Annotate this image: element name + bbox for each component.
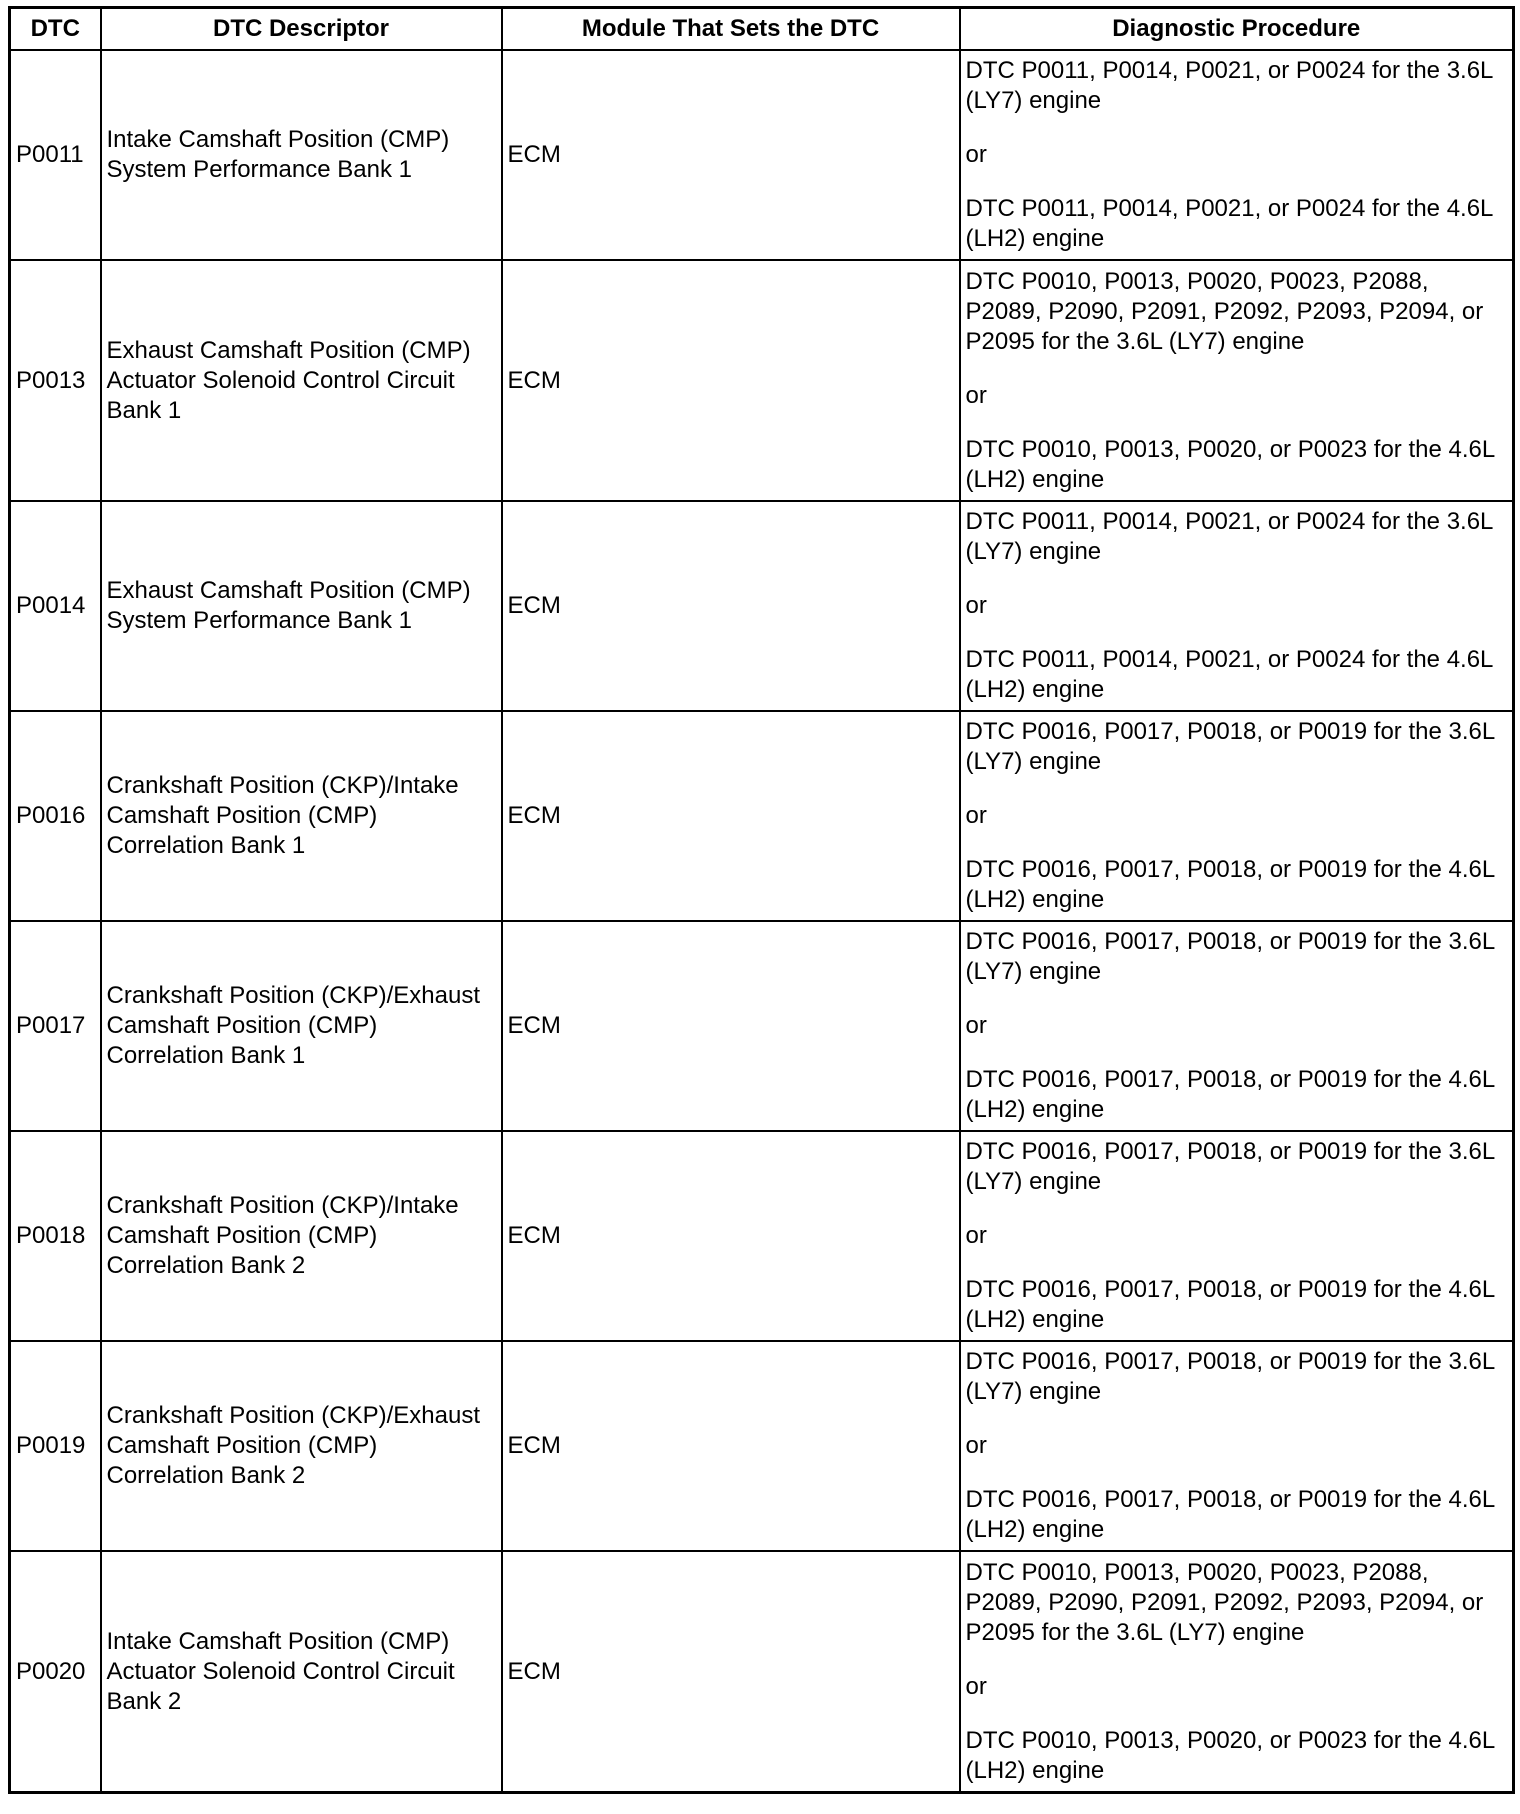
procedure-or: or — [965, 1012, 987, 1039]
dtc-code: P0011 — [10, 50, 101, 260]
procedure-lh2: DTC P0010, P0013, P0020, or P0023 for the 4.6L (LH2) engine — [965, 435, 1495, 493]
diagnostic-procedure — [960, 260, 1514, 501]
dtc-code: P0013 — [10, 260, 101, 501]
setting-module: ECM — [502, 260, 960, 501]
header-procedure: Diagnostic Procedure — [960, 8, 1514, 51]
dtc-code: P0016 — [10, 711, 101, 921]
dtc-code: P0020 — [10, 1551, 101, 1793]
dtc-code: P0019 — [10, 1341, 101, 1551]
table-row — [10, 1131, 1514, 1341]
dtc-descriptor: Crankshaft Position (CKP)/Intake Camshaft Position (CMP) Correlation Bank 2 — [101, 1131, 502, 1341]
setting-module: ECM — [502, 501, 960, 711]
dtc-code: P0014 — [10, 501, 101, 711]
dtc-descriptor: Crankshaft Position (CKP)/Exhaust Camshaft Position (CMP) Correlation Bank 2 — [101, 1341, 502, 1551]
setting-module: ECM — [502, 1131, 960, 1341]
table-row — [10, 501, 1514, 711]
diagnostic-procedure — [960, 50, 1514, 260]
procedure-ly7: DTC P0016, P0017, P0018, or P0019 for the 3.6L (LY7) engine — [965, 1138, 1495, 1195]
procedure-or: or — [965, 1222, 987, 1249]
procedure-or: or — [965, 141, 987, 168]
procedure-lh2: DTC P0010, P0013, P0020, or P0023 for the 4.6L (LH2) engine — [965, 1726, 1495, 1784]
dtc-descriptor: Intake Camshaft Position (CMP) Actuator Solenoid Control Circuit Bank 2 — [101, 1551, 502, 1793]
procedure-lh2: DTC P0016, P0017, P0018, or P0019 for the 4.6L (LH2) engine — [965, 1276, 1495, 1333]
procedure-ly7: DTC P0010, P0013, P0020, P0023, P2088, P2089, P2090, P2091, P2092, P2093, P2094, or P2095 for the 3.6L (LY7) engine — [965, 1558, 1484, 1646]
table-header — [10, 8, 1514, 51]
dtc-descriptor: Exhaust Camshaft Position (CMP) System Performance Bank 1 — [101, 501, 502, 711]
header-row — [10, 8, 1514, 51]
diagnostic-procedure — [960, 1341, 1514, 1551]
dtc-code: P0018 — [10, 1131, 101, 1341]
setting-module: ECM — [502, 1551, 960, 1793]
table-row — [10, 50, 1514, 260]
header-module: Module That Sets the DTC — [502, 8, 960, 51]
dtc-table — [8, 6, 1515, 1794]
procedure-or: or — [965, 1432, 987, 1459]
procedure-lh2: DTC P0011, P0014, P0021, or P0024 for the 4.6L (LH2) engine — [965, 646, 1493, 703]
table-row — [10, 711, 1514, 921]
diagnostic-procedure — [960, 921, 1514, 1131]
procedure-ly7: DTC P0016, P0017, P0018, or P0019 for the 3.6L (LY7) engine — [965, 718, 1495, 775]
procedure-lh2: DTC P0016, P0017, P0018, or P0019 for the 4.6L (LH2) engine — [965, 856, 1495, 913]
procedure-ly7: DTC P0010, P0013, P0020, P0023, P2088, P2089, P2090, P2091, P2092, P2093, P2094, or P2095 for the 3.6L (LY7) engine — [965, 267, 1484, 355]
header-descriptor: DTC Descriptor — [101, 8, 502, 51]
procedure-lh2: DTC P0016, P0017, P0018, or P0019 for the 4.6L (LH2) engine — [965, 1486, 1495, 1543]
procedure-or: or — [965, 381, 987, 409]
table-row — [10, 1551, 1514, 1793]
header-dtc: DTC — [10, 8, 101, 51]
procedure-or: or — [965, 802, 987, 829]
procedure-lh2: DTC P0016, P0017, P0018, or P0019 for the 4.6L (LH2) engine — [965, 1066, 1495, 1123]
dtc-code: P0017 — [10, 921, 101, 1131]
table-row — [10, 921, 1514, 1131]
setting-module: ECM — [502, 50, 960, 260]
procedure-ly7: DTC P0011, P0014, P0021, or P0024 for the 3.6L (LY7) engine — [965, 508, 1493, 565]
dtc-descriptor: Crankshaft Position (CKP)/Exhaust Camshaft Position (CMP) Correlation Bank 1 — [101, 921, 502, 1131]
diagnostic-procedure — [960, 1551, 1514, 1793]
procedure-or: or — [965, 1672, 987, 1700]
dtc-descriptor: Exhaust Camshaft Position (CMP) Actuator Solenoid Control Circuit Bank 1 — [101, 260, 502, 501]
procedure-ly7: DTC P0016, P0017, P0018, or P0019 for the 3.6L (LY7) engine — [965, 928, 1495, 985]
diagnostic-procedure — [960, 501, 1514, 711]
table-row — [10, 260, 1514, 501]
setting-module: ECM — [502, 711, 960, 921]
table-body — [10, 50, 1514, 1793]
procedure-ly7: DTC P0016, P0017, P0018, or P0019 for the 3.6L (LY7) engine — [965, 1348, 1495, 1405]
dtc-descriptor: Crankshaft Position (CKP)/Intake Camshaft Position (CMP) Correlation Bank 1 — [101, 711, 502, 921]
diagnostic-procedure — [960, 1131, 1514, 1341]
diagnostic-procedure — [960, 711, 1514, 921]
dtc-descriptor: Intake Camshaft Position (CMP) System Performance Bank 1 — [101, 50, 502, 260]
procedure-or: or — [965, 592, 987, 619]
setting-module: ECM — [502, 921, 960, 1131]
setting-module: ECM — [502, 1341, 960, 1551]
procedure-ly7: DTC P0011, P0014, P0021, or P0024 for the 3.6L (LY7) engine — [965, 57, 1493, 114]
procedure-lh2: DTC P0011, P0014, P0021, or P0024 for the 4.6L (LH2) engine — [965, 195, 1493, 252]
table-row — [10, 1341, 1514, 1551]
